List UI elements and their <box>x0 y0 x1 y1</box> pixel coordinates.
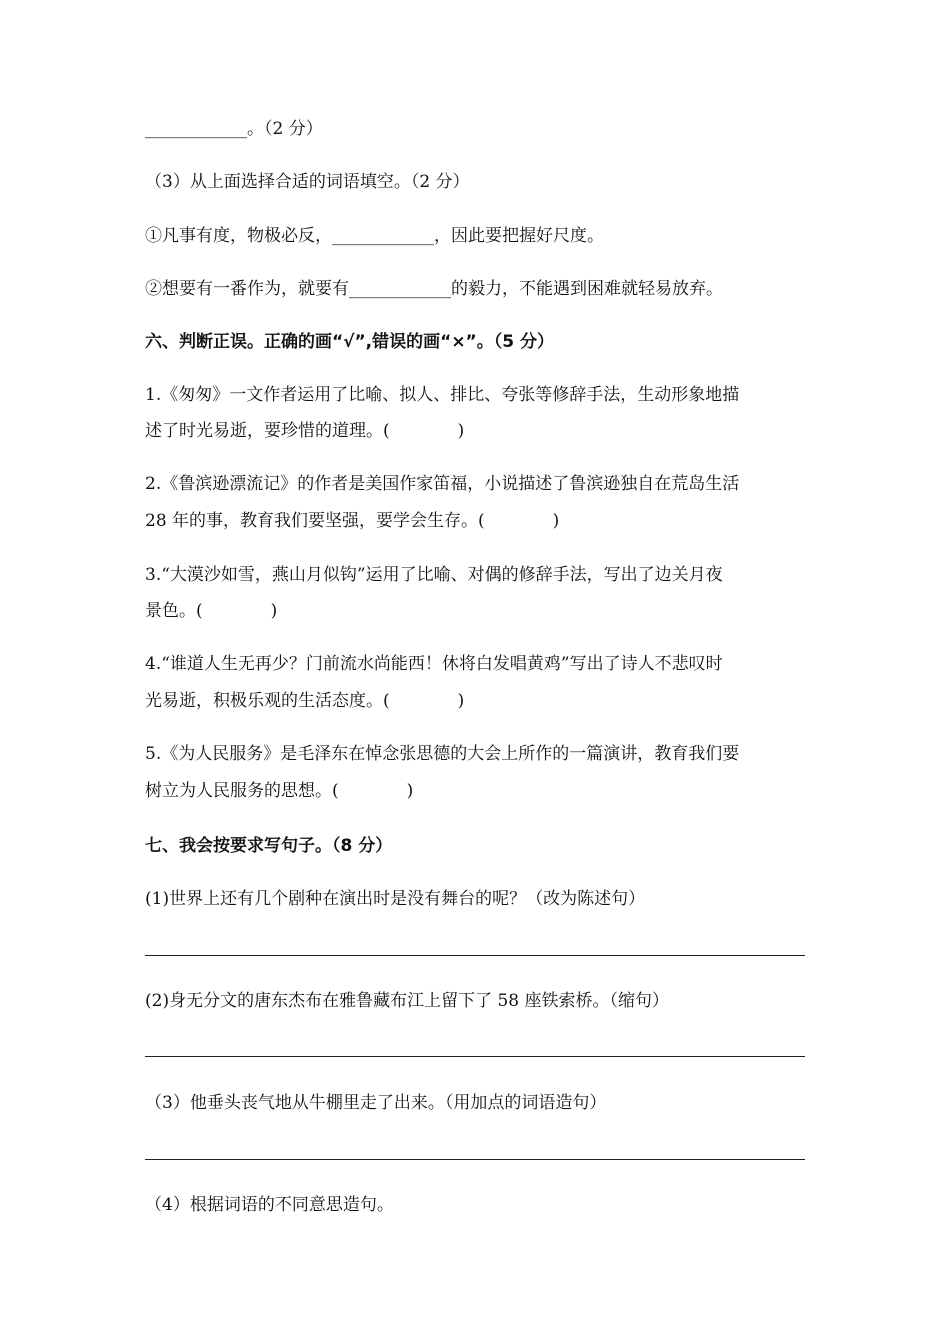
section-7-title: 七、我会按要求写句子。（8 分） <box>145 836 393 856</box>
judge-q1-line2: 述了时光易逝，要珍惜的道理。( ) <box>145 421 465 441</box>
write-q1-prompt: (1)世界上还有几个剧种在演出时是没有舞台的呢？（改为陈述句） <box>145 889 646 909</box>
section-6-title: 六、判断正误。正确的画“√”,错误的画“×”。（5 分） <box>145 332 554 352</box>
fill-blank-2: ②想要有一番作为，就要有____________的毅力，不能遇到困难就轻易放弃。 <box>145 279 723 299</box>
judge-q3-line1: 3.“大漠沙如雪，燕山月似钩”运用了比喻、对偶的修辞手法，写出了边关月夜 <box>145 565 723 585</box>
write-q3-answer-line <box>145 1159 805 1160</box>
fill-blank-1: ①凡事有度，物极必反，____________，因此要把握好尺度。 <box>145 226 604 246</box>
judge-q1-line1: 1.《匆匆》一文作者运用了比喻、拟人、排比、夸张等修辞手法，生动形象地描 <box>145 385 740 405</box>
judge-q4-line2: 光易逝，积极乐观的生活态度。( ) <box>145 691 465 711</box>
write-q1-answer-line <box>145 955 805 956</box>
judge-q3-line2: 景色。( ) <box>145 601 278 621</box>
write-q4-prompt: （4）根据词语的不同意思造句。 <box>145 1195 394 1215</box>
write-q3-prompt: （3）他垂头丧气地从牛棚里走了出来。（用加点的词语造句） <box>145 1093 607 1113</box>
answer-blank-line: ____________。（2 分） <box>145 119 323 139</box>
judge-q2-line1: 2.《鲁滨逊漂流记》的作者是美国作家笛福，小说描述了鲁滨逊独自在荒岛生活 <box>145 474 740 494</box>
judge-q4-line1: 4.“谁道人生无再少？门前流水尚能西！休将白发唱黄鸡”写出了诗人不悲叹时 <box>145 654 723 674</box>
judge-q5-line2: 树立为人民服务的思想。( ) <box>145 781 414 801</box>
question-3-prompt: （3）从上面选择合适的词语填空。（2 分） <box>145 172 470 192</box>
write-q2-answer-line <box>145 1056 805 1057</box>
write-q2-prompt: (2)身无分文的唐东杰布在雅鲁藏布江上留下了 58 座铁索桥。（缩句） <box>145 991 670 1011</box>
judge-q2-line2: 28 年的事，教育我们要坚强，要学会生存。( ) <box>145 511 560 531</box>
judge-q5-line1: 5.《为人民服务》是毛泽东在悼念张思德的大会上所作的一篇演讲，教育我们要 <box>145 744 740 764</box>
